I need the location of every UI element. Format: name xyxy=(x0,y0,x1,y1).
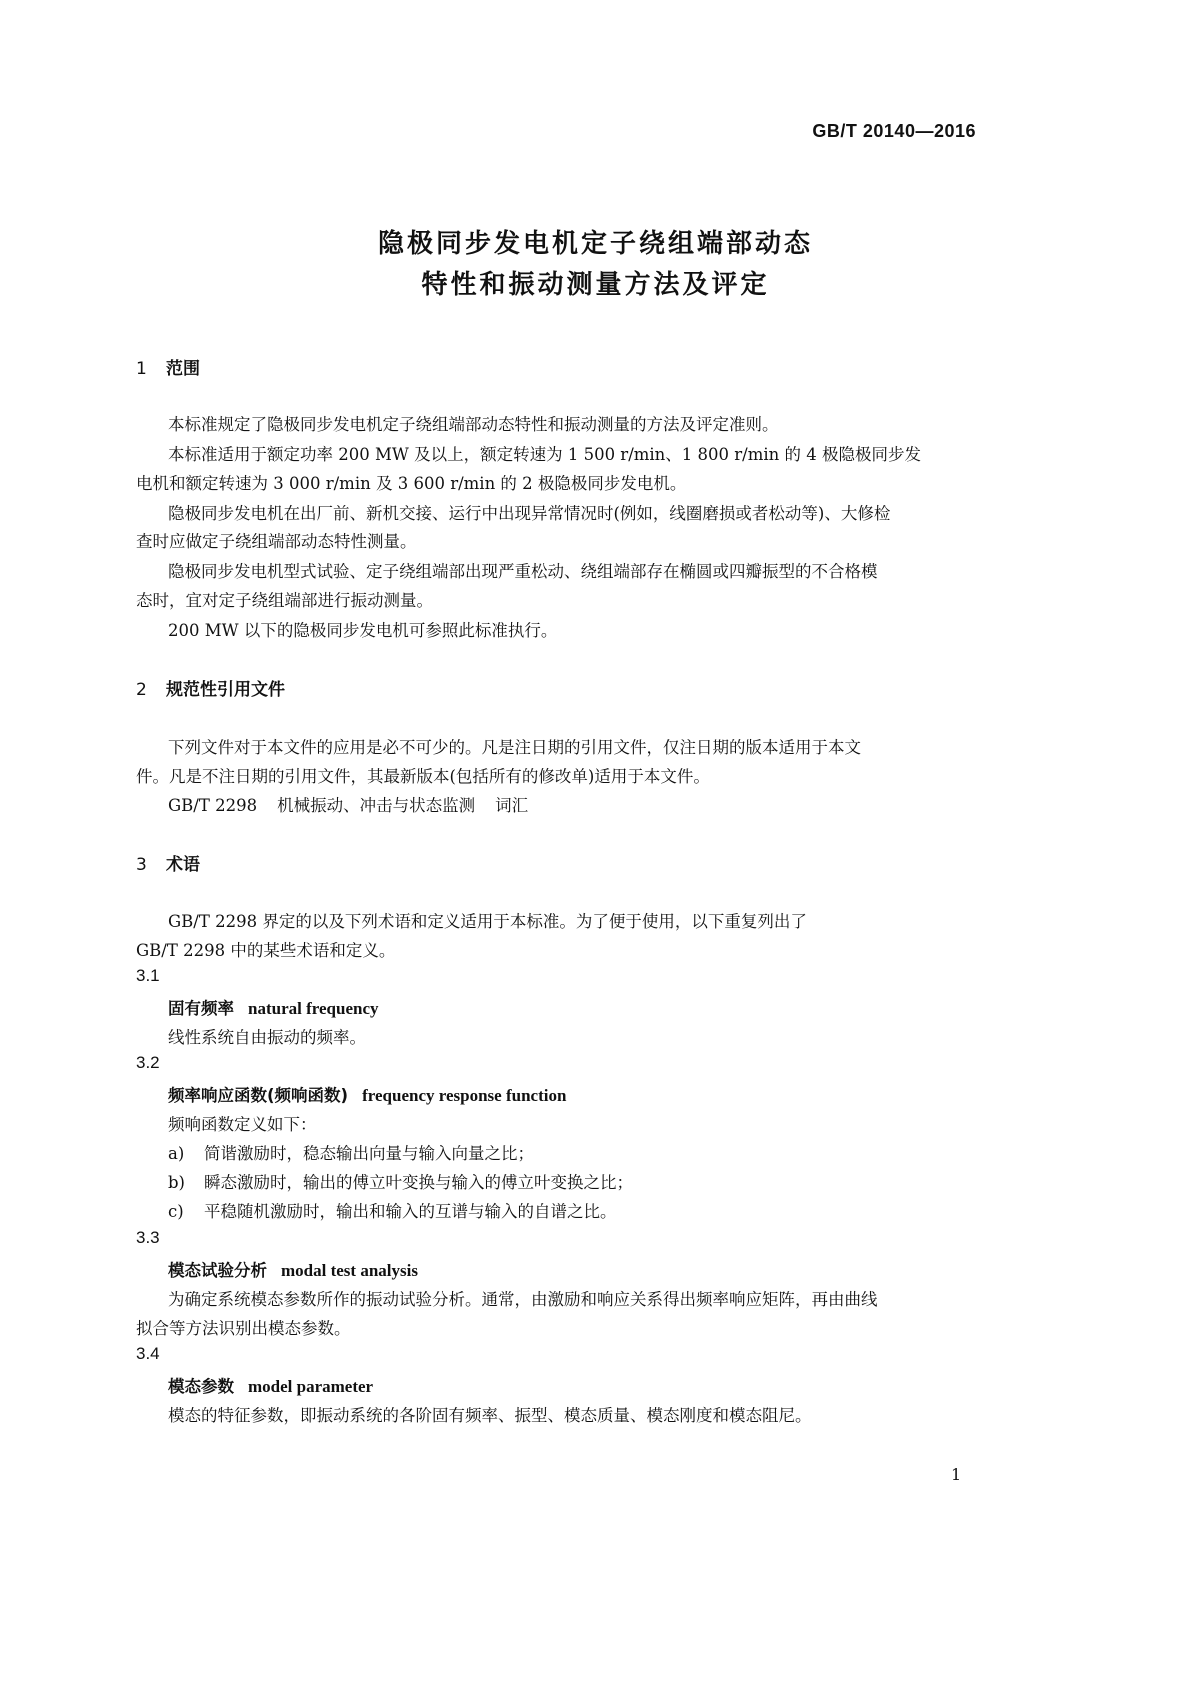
reference-code: GB/T 2298 xyxy=(168,796,258,815)
term-chinese: 固有频率 xyxy=(168,999,234,1018)
paragraph: 隐极同步发电机在出厂前、新机交接、运行中出现异常情况时(例如，线圈磨损或者松动等)、大修检 xyxy=(168,504,891,523)
section-2-heading xyxy=(136,675,285,700)
list-marker: c) xyxy=(168,1202,184,1221)
section-number: 3 xyxy=(136,855,147,875)
term-number: 3.3 xyxy=(136,1228,160,1247)
term-number: 3.2 xyxy=(136,1053,160,1072)
standard-number: GB/T 20140—2016 xyxy=(812,121,976,141)
term-number: 3.4 xyxy=(136,1344,160,1363)
document-title-line-2: 特性和振动测量方法及评定 xyxy=(421,270,770,300)
section-3-heading xyxy=(136,850,200,875)
list-text: 平稳随机激励时，输出和输入的互谱与输入的自谱之比。 xyxy=(204,1202,617,1221)
term-heading xyxy=(168,1082,566,1106)
section-title: 规范性引用文件 xyxy=(166,680,285,700)
term-heading xyxy=(168,1257,418,1281)
list-item xyxy=(168,1198,617,1222)
term-english: frequency response function xyxy=(362,1086,567,1105)
list-marker: a) xyxy=(168,1144,185,1163)
term-definition-continuation: 拟合等方法识别出模态参数。 xyxy=(136,1319,351,1338)
paragraph-continuation: GB/T 2298 中的某些术语和定义。 xyxy=(136,941,396,960)
term-definition: 模态的特征参数，即振动系统的各阶固有频率、振型、模态质量、模态刚度和模态阻尼。 xyxy=(168,1406,812,1425)
term-english: natural frequency xyxy=(248,999,379,1018)
paragraph: 下列文件对于本文件的应用是必不可少的。凡是注日期的引用文件，仅注日期的版本适用于本文 xyxy=(168,738,861,757)
term-number: 3.1 xyxy=(136,966,160,985)
paragraph: GB/T 2298 界定的以及下列术语和定义适用于本标准。为了便于使用，以下重复列出了 xyxy=(168,912,807,931)
section-title: 范围 xyxy=(166,359,200,379)
list-text: 简谐激励时，稳态输出向量与输入向量之比； xyxy=(204,1144,534,1163)
section-number: 1 xyxy=(136,359,147,379)
reference-suffix: 词汇 xyxy=(495,796,529,815)
section-1-heading xyxy=(136,354,200,379)
list-item xyxy=(168,1140,534,1164)
list-text: 瞬态激励时，输出的傅立叶变换与输入的傅立叶变换之比； xyxy=(204,1173,633,1192)
paragraph: 本标准适用于额定功率 200 MW 及以上，额定转速为 1 500 r/min、1 800 r/min 的 4 极隐极同步发 xyxy=(168,445,922,464)
paragraph: 200 MW 以下的隐极同步发电机可参照此标准执行。 xyxy=(168,621,558,640)
term-english: modal test analysis xyxy=(281,1261,418,1280)
paragraph-continuation: 查时应做定子绕组端部动态特性测量。 xyxy=(136,532,417,551)
section-number: 2 xyxy=(136,680,147,700)
paragraph: 隐极同步发电机型式试验、定子绕组端部出现严重松动、绕组端部存在椭圆或四瓣振型的不合格模 xyxy=(168,562,878,581)
term-heading xyxy=(168,995,379,1019)
term-chinese: 频率响应函数(频响函数) xyxy=(168,1086,349,1105)
list-item xyxy=(168,1169,633,1193)
reference-title: 机械振动、冲击与状态监测 xyxy=(277,796,476,815)
paragraph-continuation: 件。凡是不注日期的引用文件，其最新版本(包括所有的修改单)适用于本文件。 xyxy=(136,767,710,786)
term-heading xyxy=(168,1373,373,1397)
paragraph-continuation: 电机和额定转速为 3 000 r/min 及 3 600 r/min 的 2 极隐极同步发电机。 xyxy=(136,474,687,493)
page-number: 1 xyxy=(951,1465,962,1484)
paragraph-continuation: 态时，宜对定子绕组端部进行振动测量。 xyxy=(136,591,433,610)
term-definition: 频响函数定义如下： xyxy=(168,1115,317,1134)
term-chinese: 模态参数 xyxy=(168,1377,234,1396)
list-marker: b) xyxy=(168,1173,185,1192)
normative-reference xyxy=(168,792,528,816)
section-title: 术语 xyxy=(166,855,200,875)
term-chinese: 模态试验分析 xyxy=(168,1261,267,1280)
document-title-line-1: 隐极同步发电机定子绕组端部动态 xyxy=(377,229,813,259)
paragraph: 本标准规定了隐极同步发电机定子绕组端部动态特性和振动测量的方法及评定准则。 xyxy=(168,415,779,434)
term-definition: 为确定系统模态参数所作的振动试验分析。通常，由激励和响应关系得出频率响应矩阵，再由曲线 xyxy=(168,1290,878,1309)
term-english: model parameter xyxy=(248,1377,374,1396)
term-definition: 线性系统自由振动的频率。 xyxy=(168,1028,366,1047)
